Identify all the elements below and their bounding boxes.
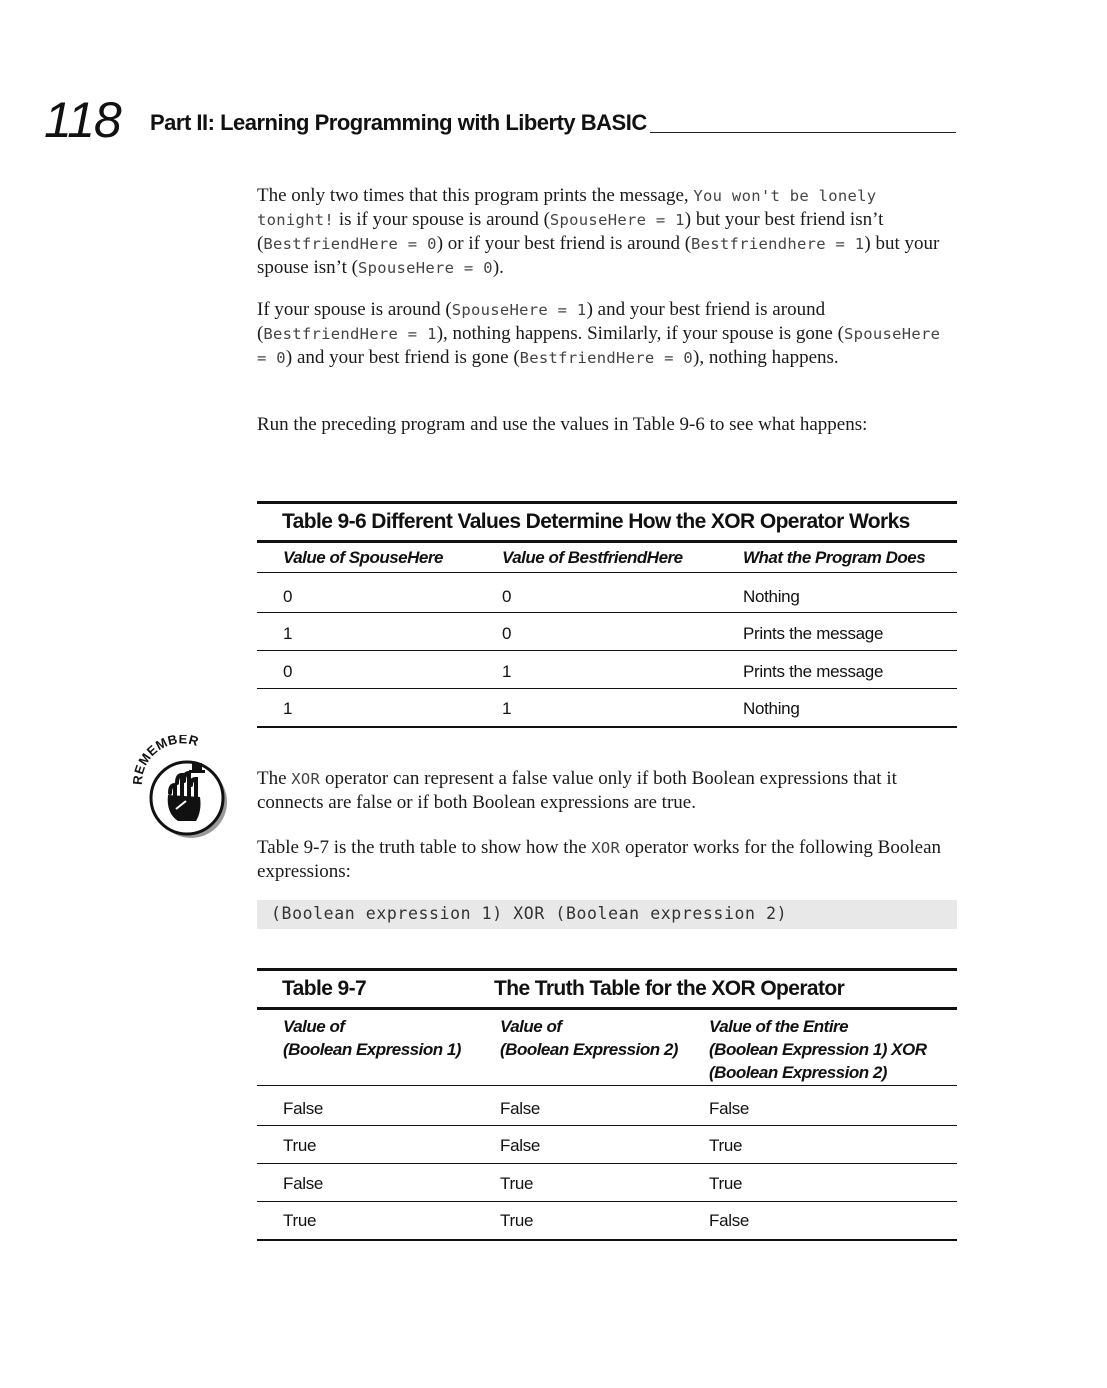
page-number: 118: [44, 92, 121, 148]
column-header-line: Value of the Entire: [709, 1017, 849, 1036]
paragraph-2-text: [257, 298, 957, 370]
inline-code: Bestfriendhere = 1: [691, 235, 865, 253]
table-row: [257, 1202, 957, 1241]
inline-code: SpouseHere = 0: [257, 325, 941, 367]
table-row: [257, 613, 957, 651]
text-run: The only two times that this program prints the message,: [257, 185, 694, 206]
table-cell: False: [283, 1174, 324, 1193]
column-header-line: (Boolean Expression 2): [709, 1063, 887, 1082]
table-cell: True: [283, 1211, 317, 1230]
table-cell: Prints the message: [743, 624, 884, 643]
table-cell: 1: [283, 699, 293, 718]
table-cell: Nothing: [743, 587, 800, 606]
text-run: ), nothing happens. Similarly, if your spouse is gone (: [436, 323, 844, 344]
table-row: [257, 1126, 957, 1164]
table-cell: True: [500, 1174, 534, 1193]
text-run: The: [257, 768, 292, 789]
inline-code: SpouseHere = 1: [451, 301, 587, 319]
inline-code: SpouseHere = 1: [549, 211, 685, 229]
table-cell: 0: [283, 662, 293, 681]
header-rule: [650, 132, 956, 133]
column-header: Value of BestfriendHere: [502, 548, 683, 567]
table-9-6-header: [257, 540, 957, 573]
inline-code: You won't be lonely tonight!: [257, 187, 877, 229]
text-run: ) and your best friend is around (: [257, 299, 826, 344]
paragraph-5: [257, 836, 957, 883]
column-header: [709, 1015, 927, 1084]
table-cell: Prints the message: [743, 662, 884, 681]
text-run: is if your spouse is around (: [334, 209, 550, 230]
paragraph-4-text: [257, 767, 957, 814]
text-run: ) but your spouse isn’t (: [257, 233, 940, 278]
paragraph-1-text: [257, 184, 957, 280]
inline-code: BestfriendHere = 0: [263, 235, 437, 253]
text-run: ), nothing happens.: [693, 347, 839, 368]
table-cell: False: [500, 1099, 541, 1118]
table-cell: 1: [502, 699, 512, 718]
table-cell: 0: [502, 624, 512, 643]
paragraph-4: [257, 767, 957, 814]
column-header: Value of SpouseHere: [283, 548, 443, 567]
table-9-6-title: Table 9-6 Different Values Determine How the XOR Operator Works: [282, 510, 910, 533]
text-run: ) but your best friend isn’t (: [257, 209, 884, 254]
inline-code: XOR: [291, 770, 321, 788]
column-header: What the Program Does: [743, 548, 926, 567]
code-block: [257, 900, 957, 929]
table-9-7-header: [257, 1007, 957, 1086]
text-run: ) and your best friend is gone (: [285, 347, 520, 368]
remember-icon: [130, 735, 240, 845]
paragraph-2: [257, 298, 957, 370]
table-cell: True: [500, 1211, 534, 1230]
paragraph-3-text: Run the preceding program and use the values in Table 9-6 to see what happens:: [257, 414, 868, 435]
inline-code: SpouseHere = 0: [357, 259, 493, 277]
table-row: [257, 1164, 957, 1202]
column-header-line: Value of: [500, 1017, 562, 1036]
text-run: ).: [492, 257, 504, 278]
paragraph-5-text: [257, 836, 957, 883]
table-cell: False: [283, 1099, 324, 1118]
table-cell: False: [709, 1211, 750, 1230]
table-cell: 0: [283, 587, 293, 606]
table-cell: Nothing: [743, 699, 800, 718]
table-cell: 0: [502, 587, 512, 606]
inline-code: BestfriendHere = 0: [519, 349, 694, 367]
inline-code: BestfriendHere = 1: [263, 325, 437, 343]
text-run: operator can represent a false value only if both Boolean expressions that it connects are false or if both Boolean expressions are true.: [257, 768, 897, 813]
table-9-7-title-bar: [257, 968, 957, 1010]
paragraph-1: [257, 184, 957, 280]
table-9-6-title-bar: [257, 501, 957, 543]
table-cell: 1: [502, 662, 512, 681]
column-header-line: Value of: [283, 1017, 345, 1036]
text-run: Table 9-7 is the truth table to show how the: [257, 837, 592, 858]
text-run: operator works for the following Boolean expressions:: [257, 837, 941, 882]
table-9-7-title: The Truth Table for the XOR Operator: [494, 977, 845, 1000]
table-cell: True: [283, 1136, 317, 1155]
column-header: [283, 1015, 461, 1061]
running-head-title: Part II: Learning Programming with Liberty BASIC: [150, 110, 647, 135]
table-cell: 1: [283, 624, 293, 643]
code-line: (Boolean expression 1) XOR (Boolean expression 2): [271, 904, 788, 923]
page-header: [44, 92, 956, 148]
table-row: [257, 689, 957, 728]
text-run: If your spouse is around (: [257, 299, 452, 320]
column-header-line: (Boolean Expression 1): [283, 1040, 461, 1059]
table-cell: True: [709, 1136, 743, 1155]
paragraph-3: [257, 413, 957, 436]
text-run: ) or if your best friend is around (: [436, 233, 692, 254]
table-row: [257, 1088, 957, 1126]
remember-label: REMEMBER: [130, 735, 201, 786]
table-row: [257, 575, 957, 613]
table-cell: False: [709, 1099, 750, 1118]
column-header: [500, 1015, 678, 1061]
table-cell: True: [709, 1174, 743, 1193]
table-row: [257, 651, 957, 689]
table-9-7-label: Table 9-7: [282, 977, 367, 1000]
table-cell: False: [500, 1136, 541, 1155]
column-header-line: (Boolean Expression 2): [500, 1040, 678, 1059]
column-header-line: (Boolean Expression 1) XOR: [709, 1040, 927, 1059]
inline-code: XOR: [591, 839, 621, 857]
